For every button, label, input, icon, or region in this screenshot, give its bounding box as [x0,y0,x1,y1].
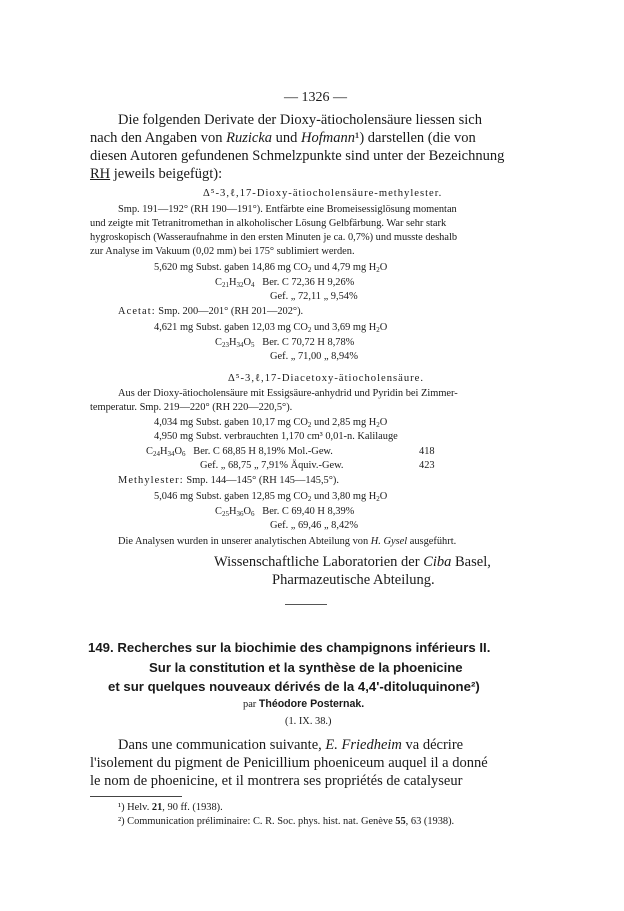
section-divider [285,604,327,605]
formula-ber: $C_{25}H_{36}O_6$ Ber. C 69,40 H 8,39% [215,506,355,518]
article-title-line-2: Sur la constitution et la synthèse de la phoenicine [149,660,463,675]
intro-line-2: nach den Angaben von Ruzicka und Hofmann¹) darstellen (die von [90,130,476,146]
analysis-line: 5,046 mg Subst. gaben 12,85 mg $CO_2$ und 3,80 mg $H_2O$ [154,491,388,503]
compound-1-desc-2: und zeigte mit Tetranitromethan in alkoholischer Lösung Gelbfärbung. War sehr stark [90,218,447,229]
analysis-line: 4,034 mg Subst. gaben 10,17 mg $CO_2$ und 2,85 mg $H_2O$ [154,417,388,429]
titration-line: 4,950 mg Subst. verbrauchten 1,170 cm³ 0,01-n. Kalilauge [154,431,398,442]
compound-1-desc-4: zur Analyse im Vakuum (0,02 mm) bei 175° sublimiert werden. [90,246,355,257]
affiliation-line-1: Wissenschaftliche Laboratorien der Ciba Basel, [214,554,491,570]
compound-2-desc-2: temperatur. Smp. 219—220° (RH 220—220,5°). [90,402,293,413]
author-friedheim: E. Friedheim [325,737,402,753]
formula-gef: Gef. „ 69,46 „ 8,42% [270,520,359,531]
page-number: — 1326 — [284,90,347,105]
compound-2-desc-1: Aus der Dioxy-ätiocholensäure mit Essigsäure-anhydrid und Pyridin bei Zimmer- [118,388,458,399]
equiv-weight-value: 423 [419,460,435,471]
formula-gef: Gef. „ 68,75 „ 7,91% Äquiv.-Gew. [200,460,344,471]
formula-ber: $C_{23}H_{34}O_5$ Ber. C 70,72 H 8,78% [215,337,355,349]
intro-line-4: RH jeweils beigefügt): [90,166,223,182]
footnote-2: ²) Communication préliminaire: C. R. Soc. phys. hist. nat. Genève 55, 63 (1938). [118,816,455,827]
mol-weight-value: 418 [419,446,435,457]
article-para-line-3: le nom de phoenicine, et il montrera ses propriétés de catalyseur [90,773,463,789]
methylester-line: Methylester: Smp. 144—145° (RH 145—145,5°). [118,475,339,486]
formula-ber: $C_{21}H_{32}O_4$ Ber. C 72,36 H 9,26% [215,277,355,289]
article-para-line-1: Dans une communication suivante, E. Friedheim va décrire [118,737,464,753]
compound-1-title: Δ⁵-3,ℓ,17-Dioxy-ätiocholensäure-methylester. [203,188,443,199]
formula-gef: Gef. „ 72,11 „ 9,54% [270,291,358,302]
intro-line-3: diesen Autoren gefundenen Schmelzpunkte sind unter der Bezeichnung [90,148,505,164]
author-name: Théodore Posternak. [258,698,365,710]
article-title-line-3: et sur quelques nouveaux dérivés de la 4,4'-ditoluquinone²) [108,679,480,694]
abbrev-rh: RH [90,166,111,182]
company-ciba: Ciba [423,554,452,570]
footnote-rule [90,796,182,797]
analysis-credit: Die Analysen wurden in unserer analytischen Abteilung von H. Gysel ausgeführt. [118,536,457,547]
author-ruzicka: Ruzicka [226,130,273,146]
analysis-line: 4,621 mg Subst. gaben 12,03 mg $CO_2$ und 3,69 mg $H_2O$ [154,322,388,334]
compound-2-title: Δ⁵-3,ℓ,17-Diacetoxy-ätiocholensäure. [228,373,425,384]
compound-1-desc-1: Smp. 191—192° (RH 190—191°). Entfärbte eine Bromeisessiglösung momentan [118,204,457,215]
article-date: (1. IX. 38.) [285,716,332,727]
formula-ber: $C_{24}H_{34}O_6$ Ber. C 68,85 H 8,19% Mol.-Gew. [146,446,333,458]
formula-gef: Gef. „ 71,00 „ 8,94% [270,351,359,362]
byline: par Théodore Posternak. [243,698,365,710]
article-title-line-1: 149. Recherches sur la biochimie des champignons inférieurs II. [88,640,491,655]
analysis-line: 5,620 mg Subst. gaben 14,86 mg $CO_2$ und 4,79 mg $H_2O$ [154,262,388,274]
footnote-1: ¹) Helv. 21, 90 ff. (1938). [118,802,223,813]
intro-line-1: Die folgenden Derivate der Dioxy-ätiocholensäure liessen sich [118,112,482,128]
acetat-line: Acetat: Smp. 200—201° (RH 201—202°). [118,306,304,317]
affiliation-line-2: Pharmazeutische Abteilung. [272,572,435,588]
analyst-name: H. Gysel [370,536,408,547]
author-hofmann: Hofmann [301,130,355,146]
compound-1-desc-3: hygroskopisch (Wasseraufnahme in den ersten Minuten je ca. 0,7%) und musste deshalb [90,232,458,243]
article-para-line-2: l'isolement du pigment de Penicillium phoeniceum auquel il a donné [90,755,488,771]
